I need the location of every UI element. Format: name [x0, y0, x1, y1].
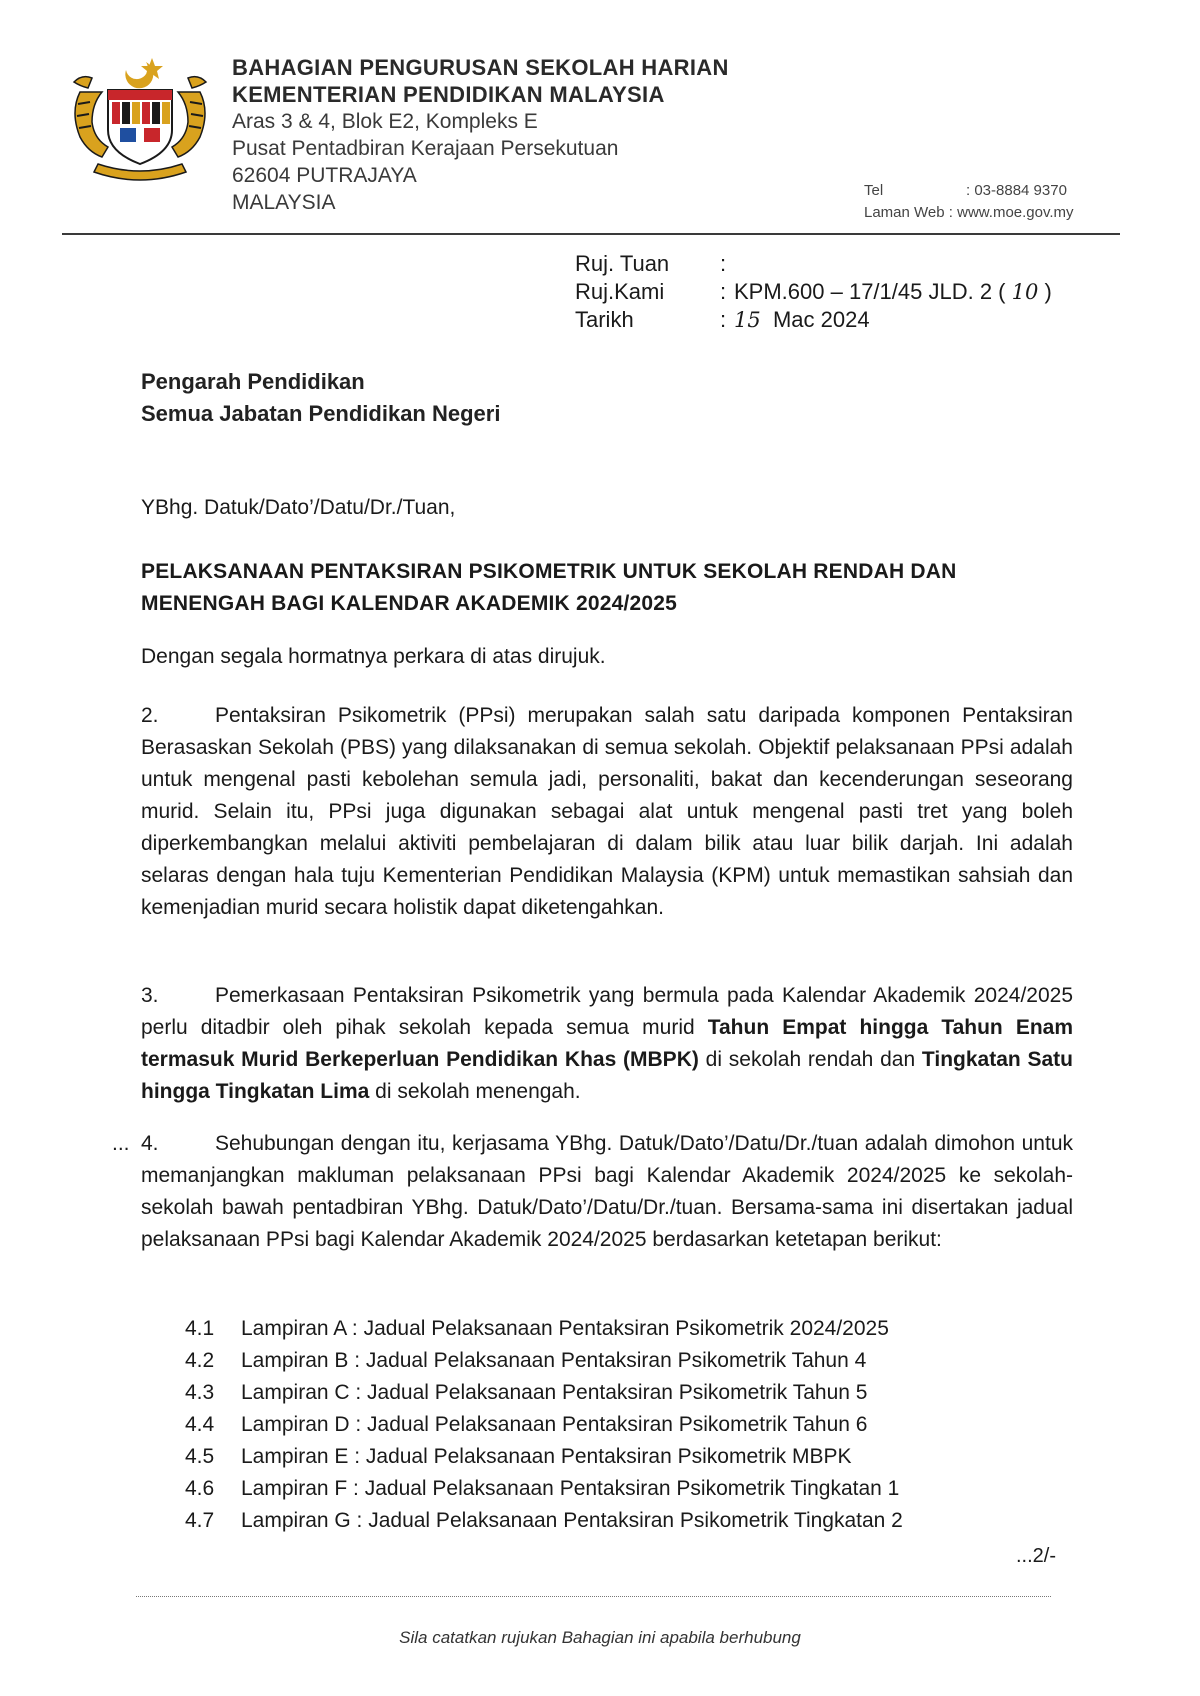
list-item: 4.1 Lampiran A : Jadual Pelaksanaan Pentaksiran Psikometrik 2024/2025: [185, 1317, 889, 1340]
letterhead: [232, 54, 729, 216]
address-line: MALAYSIA: [232, 191, 336, 214]
address-line: Pusat Pentadbiran Kerajaan Persekutuan: [232, 137, 619, 160]
paragraph-number: 2.: [141, 704, 159, 727]
web-label: Laman Web: [864, 204, 945, 221]
list-item: 4.4 Lampiran D : Jadual Pelaksanaan Pentaksiran Psikometrik Tahun 6: [185, 1413, 868, 1436]
attachment-list: [185, 1313, 903, 1537]
web-value: : www.moe.gov.my: [948, 204, 1074, 221]
list-item: 4.2 Lampiran B : Jadual Pelaksanaan Pentaksiran Psikometrik Tahun 4: [185, 1349, 867, 1372]
ruj-kami-label: Ruj.Kami: [575, 279, 665, 304]
recipient-org: Semua Jabatan Pendidikan Negeri: [141, 401, 501, 426]
recipient-title: Pengarah Pendidikan: [141, 369, 365, 394]
department-name: BAHAGIAN PENGURUSAN SEKOLAH HARIAN: [232, 55, 729, 80]
ruj-kami-handwritten: 10: [1011, 280, 1039, 304]
tarikh-label: Tarikh: [575, 307, 634, 332]
list-item: 4.6 Lampiran F : Jadual Pelaksanaan Pentaksiran Psikometrik Tingkatan 1: [185, 1477, 900, 1500]
paragraph-number: 3.: [141, 984, 159, 1007]
bold-secondary-scope: Tingkatan Satu hingga Tingkatan Lima: [141, 1048, 1074, 1103]
recipient-block: [141, 366, 500, 430]
paragraph-number: 4.: [141, 1132, 159, 1155]
tarikh-handwritten-day: 15: [734, 308, 761, 332]
reference-block: Ruj. Tuan : Ruj.Kami : KPM.600 – 17/1/45 JLD. 2 ( 10 ) Tarikh : 15 Mac 2024: [575, 251, 1052, 332]
tarikh-value: Mac 2024: [772, 307, 870, 332]
letter-subject: PELAKSANAAN PENTAKSIRAN PSIKOMETRIK UNTUK SEKOLAH RENDAH DAN MENENGAH BAGI KALENDAR AKADEMIK 2024/2025: [141, 560, 957, 615]
coat-of-arms-icon: [60, 52, 220, 182]
list-item: 4.3 Lampiran C : Jadual Pelaksanaan Pentaksiran Psikometrik Tahun 5: [185, 1381, 868, 1404]
footer-note: Sila catatkan rujukan Bahagian ini apabila berhubung: [399, 1628, 801, 1647]
ruj-tuan-label: Ruj. Tuan: [575, 251, 670, 276]
margin-dots: ...: [112, 1132, 130, 1155]
list-item: 4.7 Lampiran G : Jadual Pelaksanaan Pentaksiran Psikometrik Tingkatan 2: [185, 1509, 903, 1532]
ruj-kami-close: ): [1044, 279, 1052, 304]
letterhead-divider: [62, 233, 1120, 235]
paragraph-text: Pentaksiran Psikometrik (PPsi) merupakan salah satu daripada komponen Pentaksiran Berasaskan Sekolah (PBS) yang dilaksanakan di semua sekolah. Objektif pelaksanaan PPsi adalah untuk mengenal pasti kebolehan semula jadi, personaliti, bakat dan kecenderungan seseorang murid. Selain itu, PPsi juga digunakan sebagai alat untuk mengenal pasti tret yang boleh diperkembangkan melalui aktiviti pembelajaran di dalam bilik atau luar bilik darjah. Ini adalah selaras dengan hala tuju Kementerian Pendidikan Malaysia (KPM) untuk memastikan sahsiah dan kemenjadian murid secara holistik dapat diketengahkan.: [141, 704, 1073, 919]
tel-value: : 03-8884 9370: [966, 182, 1067, 199]
ruj-kami-value: KPM.600 – 17/1/45 JLD. 2 (: [734, 279, 1006, 304]
footer-divider: [136, 1596, 1051, 1597]
salutation: YBhg. Datuk/Dato’/Datu/Dr./Tuan,: [141, 496, 456, 519]
paragraph-text: Sehubungan dengan itu, kerjasama YBhg. Datuk/Dato’/Datu/Dr./tuan adalah dimohon untuk memanjangkan makluman pelaksanaan PPsi bagi Kalendar Akademik 2024/2025 ke sekolah-sekolah bawah pentadbiran YBhg. Datuk/Dato’/Datu/Dr./tuan. Bersama-sama ini disertakan jadual pelaksanaan PPsi bagi Kalendar Akademik 2024/2025 berdasarkan ketetapan berikut:: [141, 1132, 1073, 1251]
address-line: Aras 3 & 4, Blok E2, Kompleks E: [232, 110, 538, 133]
ministry-name: KEMENTERIAN PENDIDIKAN MALAYSIA: [232, 82, 665, 107]
list-item: 4.5 Lampiran E : Jadual Pelaksanaan Pentaksiran Psikometrik MBPK: [185, 1445, 852, 1468]
paragraph-4: [141, 1128, 1073, 1256]
opening-paragraph: Dengan segala hormatnya perkara di atas dirujuk.: [141, 645, 606, 668]
tel-label: Tel: [864, 182, 884, 199]
paragraph-3: 3. Pemerkasaan Pentaksiran Psikometrik yang bermula pada Kalendar Akademik 2024/2025 perlu ditadbir oleh pihak sekolah kepada semua murid Tahun Empat hingga Tahun Enam termasuk Murid Berkeperluan Pendidikan Khas (MBPK) di sekolah rendah dan Tingkatan Satu hingga Tingkatan Lima di sekolah menengah.: [141, 980, 1073, 1108]
address-line: 62604 PUTRAJAYA: [232, 164, 417, 187]
bold-primary-scope: Tahun Empat hingga Tahun Enam termasuk Murid Berkeperluan Pendidikan Khas (MBPK): [141, 1016, 1073, 1071]
contact-info: [864, 180, 1074, 224]
paragraph-2: [141, 700, 1073, 924]
continuation-marker: ...2/-: [1016, 1545, 1057, 1567]
